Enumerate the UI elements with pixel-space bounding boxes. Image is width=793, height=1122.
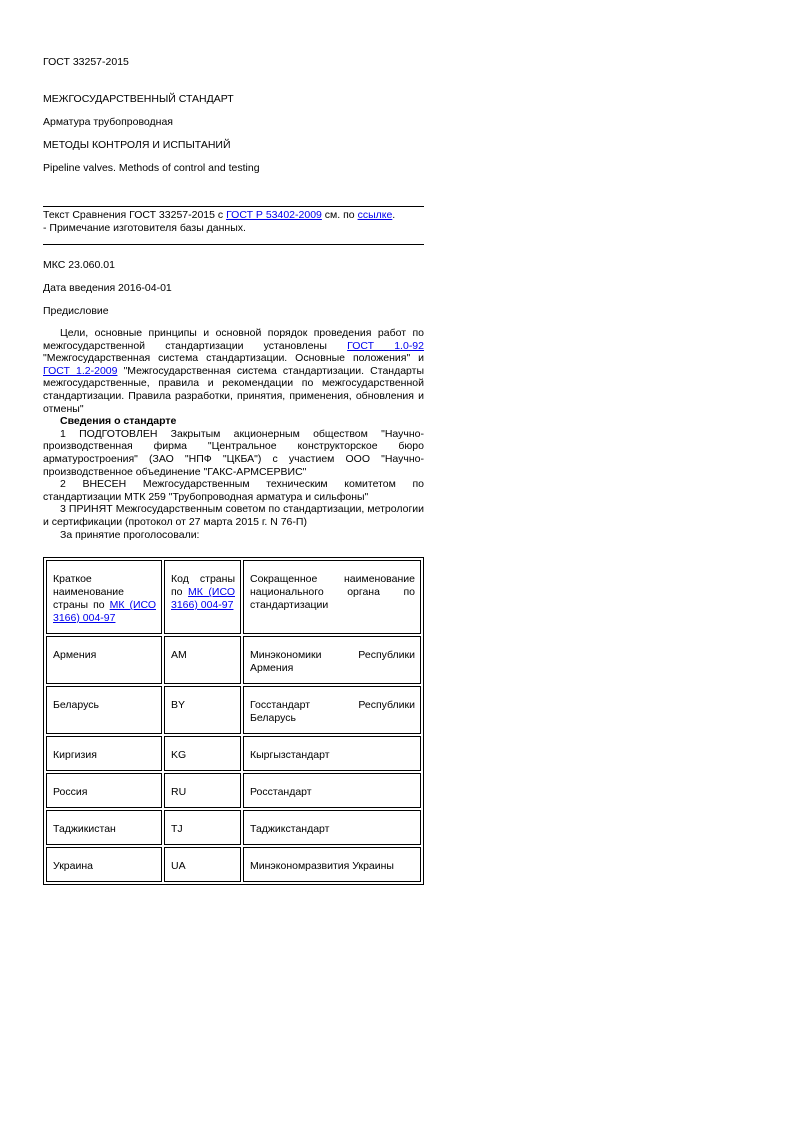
header-country-code-text: Код страны по (171, 573, 235, 598)
header-country-code (164, 560, 241, 634)
document-title-ru: МЕТОДЫ КОНТРОЛЯ И ИСПЫТАНИЙ (43, 139, 231, 151)
gost-r-53402-link[interactable]: ГОСТ Р 53402-2009 (226, 209, 322, 221)
preface-p1-text-b: "Межгосударственная система стандартизации. Основные положения" и (43, 352, 424, 365)
table-row (46, 736, 421, 771)
country-code-cell: BY (164, 686, 241, 734)
national-body-cell: Минэкономразвития Украины (243, 847, 421, 882)
national-body-cell: Госстандарт Республики Беларусь (243, 686, 421, 734)
table-row (46, 686, 421, 734)
country-code-cell: TJ (164, 810, 241, 845)
preface-heading: Предисловие (43, 305, 109, 317)
preface-item-3: 3 ПРИНЯТ Межгосударственным советом по стандартизации, метрологии и сертификации (протокол от 27 марта 2015 г. N 76-П) (43, 503, 424, 528)
country-code-cell: KG (164, 736, 241, 771)
country-code-cell: RU (164, 773, 241, 808)
header-country-name-text: Краткое наименование страны по (53, 573, 125, 611)
document-code: ГОСТ 33257-2015 (43, 56, 129, 68)
country-code-cell: AM (164, 636, 241, 684)
country-name-cell: Украина (46, 847, 162, 882)
table-header-row (46, 560, 421, 634)
preface-body (43, 327, 424, 541)
mks-code: МКС 23.060.01 (43, 259, 115, 271)
table-row (46, 773, 421, 808)
voting-countries-table (43, 557, 424, 885)
standard-category: МЕЖГОСУДАРСТВЕННЫЙ СТАНДАРТ (43, 93, 234, 105)
intro-date: Дата введения 2016-04-01 (43, 282, 172, 294)
voted-label: За принятие проголосовали: (60, 528, 200, 541)
note-top-divider (43, 206, 424, 207)
table-row (46, 810, 421, 845)
mk-iso-3166-link[interactable]: МК (ИСО 3166) 004-97 (53, 599, 157, 624)
comparison-note (43, 209, 395, 222)
national-body-cell: Росстандарт (243, 773, 421, 808)
table-row (46, 847, 421, 882)
gost-1-0-92-link[interactable]: ГОСТ 1.0-92 (347, 339, 424, 352)
gost-1-2-2009-link[interactable]: ГОСТ 1.2-2009 (43, 364, 118, 377)
comparison-note-end: . (392, 209, 396, 221)
country-name-cell: Россия (46, 773, 162, 808)
preface-item-1: 1 ПОДГОТОВЛЕН Закрытым акционерным обществом "Научно-производственная фирма "Центральное конструкторское бюро арматуростроения" (ЗАО "НПФ "ЦКБА") с участием ООО "Научно-производственное объединение "ГАКС-АРМСЕРВИС" (43, 427, 424, 478)
comparison-link[interactable]: ссылке (357, 209, 393, 221)
mk-iso-3166-code-link[interactable]: МК (ИСО 3166) 004-97 (171, 586, 235, 611)
manufacturer-note: - Примечание изготовителя базы данных. (43, 222, 246, 234)
preface-p1-text-c: "Межгосударственная система стандартизации. Стандарты межгосударственные, правила и рекомендации по межгосударственной стандартизации. Правила разработки, принятия, применения, обновления и отмены" (43, 364, 425, 415)
national-body-cell: Минэкономики Республики Армения (243, 636, 421, 684)
country-name-cell: Киргизия (46, 736, 162, 771)
header-country-name (46, 560, 162, 634)
note-bottom-divider (43, 244, 424, 245)
preface-item-2: 2 ВНЕСЕН Межгосударственным техническим комитетом по стандартизации МТК 259 "Трубопроводная арматура и сильфоны" (43, 478, 424, 503)
country-name-cell: Таджикистан (46, 810, 162, 845)
country-name-cell: Беларусь (46, 686, 162, 734)
about-standard-heading: Сведения о стандарте (60, 415, 177, 428)
preface-p1-text-a: Цели, основные принципы и основной порядок проведения работ по межгосударственной стандартизации установлены (43, 327, 424, 352)
national-body-cell: Таджикстандарт (243, 810, 421, 845)
country-name-cell: Армения (46, 636, 162, 684)
national-body-cell: Кыргызстандарт (243, 736, 421, 771)
comparison-note-mid: см. по (321, 209, 358, 221)
preface-paragraph-1 (43, 327, 424, 415)
header-national-body: Сокращенное наименование национального органа по стандартизации (243, 560, 421, 634)
table-row (46, 636, 421, 684)
document-subject: Арматура трубопроводная (43, 116, 173, 128)
document-title-en: Pipeline valves. Methods of control and testing (43, 162, 260, 174)
country-code-cell: UA (164, 847, 241, 882)
comparison-note-prefix: Текст Сравнения ГОСТ 33257-2015 с (43, 209, 227, 221)
